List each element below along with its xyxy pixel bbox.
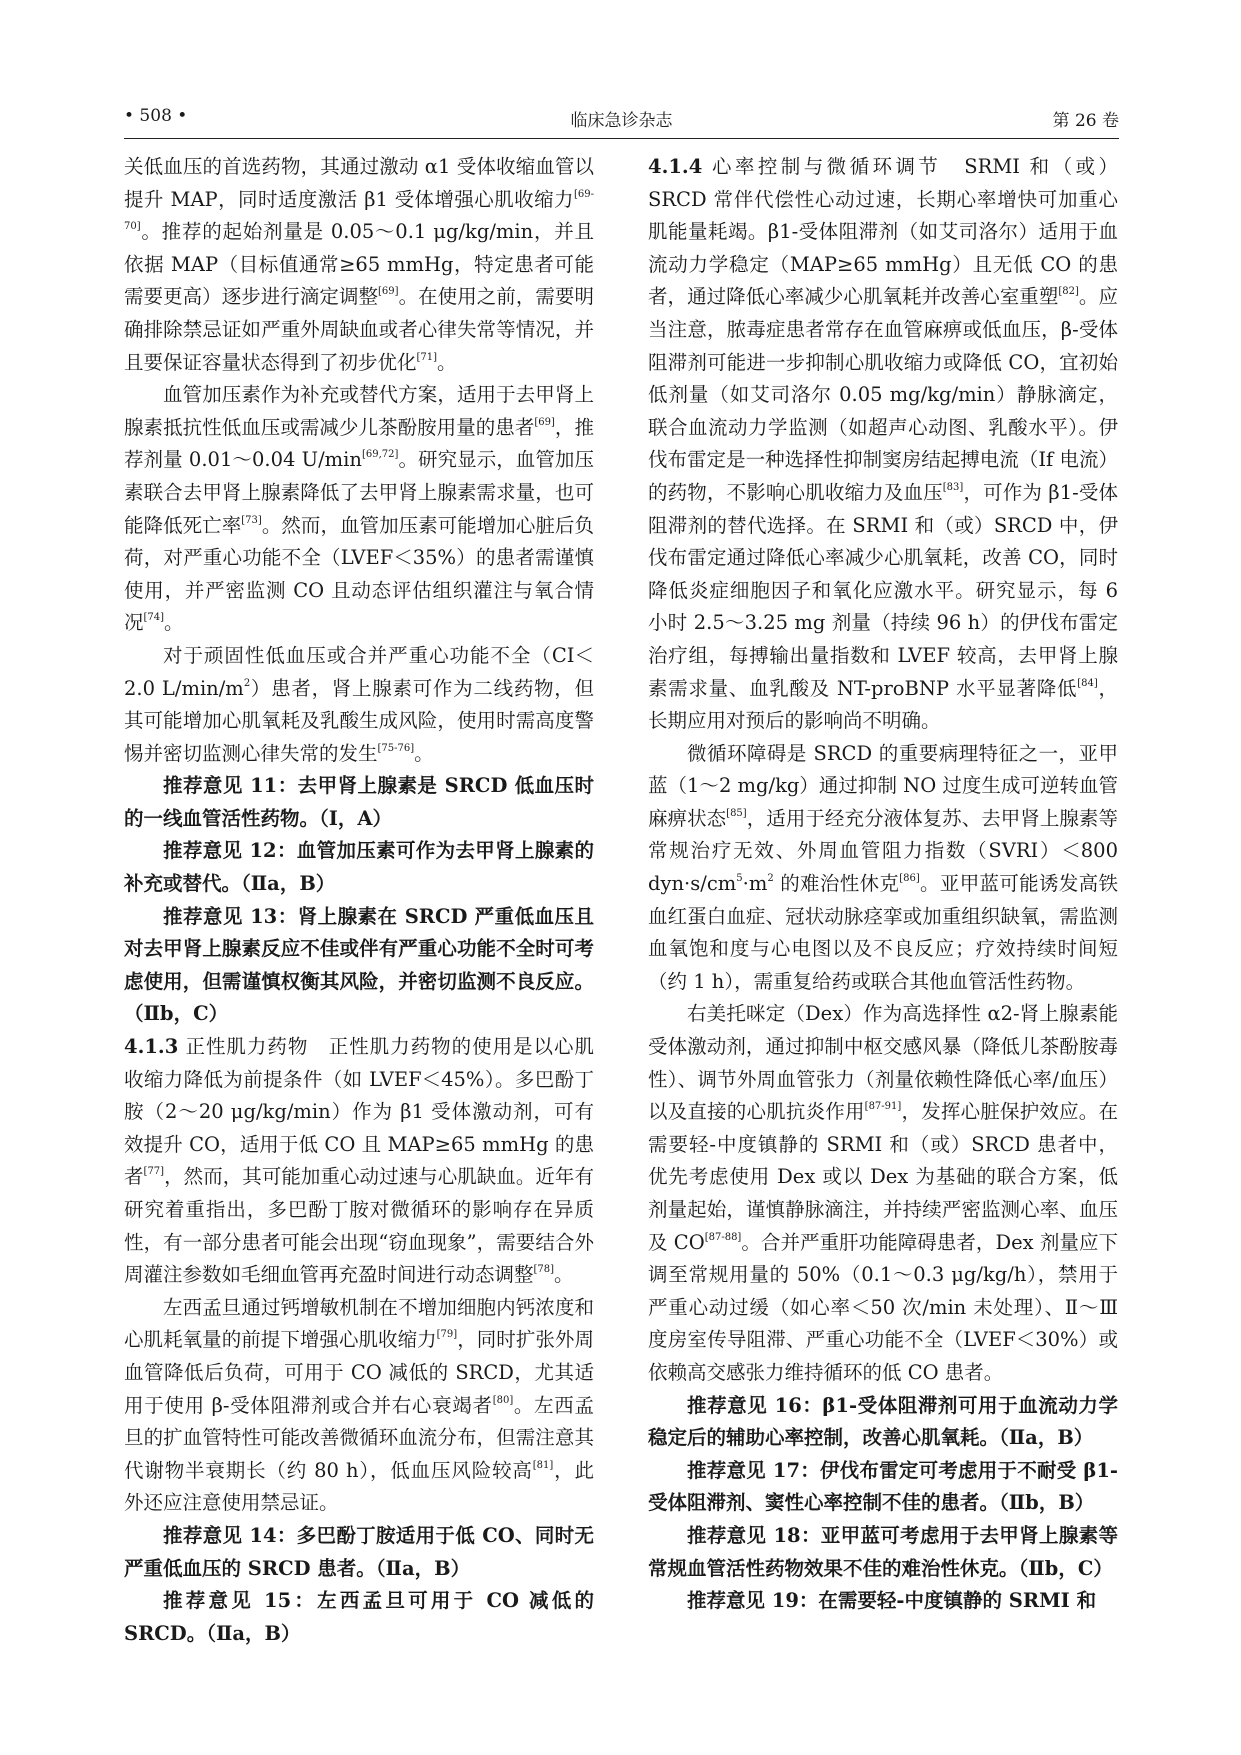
- page-header: [124, 96, 1119, 136]
- recommendation-14: 推荐意见 14：多巴酚丁胺适用于低 CO、同时无严重低血压的 SRCD 患者。（Ⅱa，B）: [124, 1523, 594, 1580]
- section-number-4-1-4: 4.1.4: [648, 155, 703, 178]
- paragraph-dexmedetomidine: 右美托咪定（Dex）作为高选择性 α2-肾上腺素能受体激动剂，通过抑制中枢交感风暴（降低儿茶酚胺毒性）、调节外周血管张力（剂量依赖性降低心率/血压）以及直接的心肌抗炎作用[87-91]，发挥心脏保护效应。在需要轻-中度镇静的 SRMI 和（或）SRCD 患者中，优先考虑使用 Dex 或以 Dex 为基础的联合方案，低剂量起始，谨慎静脉滴注，并持续严密监测心率、血压及 CO[87-88]。合并严重肝功能障碍患者，Dex 剂量应下调至常规用量的 50%（0.1～0.3 μg/kg/h），禁用于严重心动过缓（如心率＜50 次/min 未处理）、Ⅱ～Ⅲ度房室传导阻滞、严重心功能不全（LVEF＜30%）或依赖高交感张力维持循环的低 CO 患者。: [648, 1002, 1119, 1384]
- header-rule: [124, 138, 1119, 139]
- left-column: [124, 151, 594, 1650]
- section-number-4-1-3: 4.1.3: [124, 1035, 179, 1059]
- recommendation-19: 推荐意见 19：在需要轻-中度镇静的 SRMI 和: [687, 1589, 1097, 1613]
- paragraph-heart-rate: 4.1.4 心率控制与微循环调节 SRMI 和（或）SRCD 常伴代偿性心动过速，长期心率增快可加重心肌能量耗竭。β1-受体阻滞剂（如艾司洛尔）适用于血流动力学稳定（MAP≥65 mmHg）且无低 CO 的患者，通过降低心率减少心肌氧耗并改善心室重塑[82]。应当注意，脓毒症患者常存在血管麻痹或低血压，β-受体阻滞剂可能进一步抑制心肌收缩力或降低 CO，宜初始低剂量（如艾司洛尔 0.05 mg/kg/min）静脉滴定，联合血流动力学监测（如超声心动图、乳酸水平）。伊伐布雷定是一种选择性抑制窦房结起搏电流（If 电流）的药物，不影响心肌收缩力及血压[83]，可作为 β1-受体阻滞剂的替代选择。在 SRMI 和（或）SRCD 中，伊伐布雷定通过降低心率减少心肌氧耗，改善 CO，同时降低炎症细胞因子和氧化应激水平。研究显示，每 6 小时 2.5～3.25 mg 剂量（持续 96 h）的伊伐布雷定治疗组，每搏输出量指数和 LVEF 较高，去甲肾上腺素需求量、血乳酸及 NT-proBNP 水平显著降低[84]，长期应用对预后的影响尚不明确。: [648, 155, 1118, 733]
- volume-label: 第 26 卷: [1052, 111, 1119, 131]
- paragraph-methylene-blue: 微循环障碍是 SRCD 的重要病理特征之一，亚甲蓝（1～2 mg/kg）通过抑制 NO 过度生成可逆转血管麻痹状态[85]，适用于经充分液体复苏、去甲肾上腺素等常规治疗无效、外周血管阻力指数（SVRI）＜800 $dyn\cdot s/cm^5\cdot m^2$ 的难治性休克[86]。亚甲蓝可能诱发高铁血红蛋白血症、冠状动脉痉挛或加重组织缺氧，需监测血氧饱和度与心电图以及不良反应；疗效持续时间短（约 1 h），需重复给药或联合其他血管活性药物。: [648, 741, 1118, 993]
- journal-title: 临床急诊杂志: [570, 111, 673, 131]
- right-column: [648, 151, 1118, 1618]
- recommendation-15: 推荐意见 15：左西孟旦可用于 CO 减低的 SRCD。（Ⅱa，B）: [124, 1589, 594, 1645]
- section-title-4-1-4: 心率控制与微循环调节: [711, 155, 942, 178]
- paragraph-vasopressin: 血管加压素作为补充或替代方案，适用于去甲肾上腺素抵抗性低血压或需减少儿茶酚胺用量的患者[69]，推荐剂量 0.01～0.04 U/min[69,72]。研究显示，血管加压素联合去甲肾上腺素降低了去甲肾上腺素需求量，也可能降低死亡率[73]。然而，血管加压素可能增加心脏后负荷，对严重心功能不全（LVEF＜35%）的患者需谨慎使用，并严密监测 CO 且动态评估组织灌注与氧合情况[74]。: [124, 383, 594, 635]
- paragraph-norepinephrine: 关低血压的首选药物，其通过激动 α1 受体收缩血管以提升 MAP，同时适度激活 β1 受体增强心肌收缩力[69-70]。推荐的起始剂量是 0.05～0.1 μg/kg/min，并且依据 MAP（目标值通常≥65 mmHg，特定患者可能需要更高）逐步进行滴定调整[69]。在使用之前，需要明确排除禁忌证如严重外周缺血或者心律失常等情况，并且要保证容量状态得到了初步优化[71]。: [124, 155, 594, 374]
- recommendation-13: 推荐意见 13：肾上腺素在 SRCD 严重低血压且对去甲肾上腺素反应不佳或伴有严重心功能不全时可考虑使用，但需谨慎权衡其风险，并密切监测不良反应。（Ⅱb，C）: [124, 904, 594, 1026]
- recommendation-12: 推荐意见 12：血管加压素可作为去甲肾上腺素的补充或替代。（Ⅱa，B）: [124, 839, 594, 896]
- paragraph-inotropes: 4.1.3 正性肌力药物 正性肌力药物的使用是以心肌收缩力降低为前提条件（如 LVEF＜45%）。多巴酚丁胺（2～20 μg/kg/min）作为 β1 受体激动剂，可有效提升 CO，适用于低 CO 且 MAP≥65 mmHg 的患者[77]，然而，其可能加重心动过速与心肌缺血。近年有研究着重指出，多巴酚丁胺对微循环的影响存在异质性，有一部分患者可能会出现“窃血现象”，需要结合外周灌注参数如毛细血管再充盈时间进行动态调整[78]。: [124, 1035, 594, 1287]
- recommendation-11: 推荐意见 11：去甲肾上腺素是 SRCD 低血压时的一线血管活性药物。（Ⅰ，A）: [124, 774, 594, 830]
- recommendation-16: 推荐意见 16：β1-受体阻滞剂可用于血流动力学稳定后的辅助心率控制，改善心肌氧耗。（Ⅱa，B）: [648, 1393, 1118, 1450]
- recommendation-17: 推荐意见 17：伊伐布雷定可考虑用于不耐受 β1-受体阻滞剂、窦性心率控制不佳的患者。（Ⅱb，B）: [648, 1458, 1118, 1515]
- page-number: • 508 •: [124, 106, 188, 126]
- recommendation-18: 推荐意见 18：亚甲蓝可考虑用于去甲肾上腺素等常规血管活性药物效果不佳的难治性休克。（Ⅱb，C）: [648, 1523, 1118, 1580]
- section-title-4-1-3: 正性肌力药物: [185, 1035, 309, 1059]
- paragraph-epinephrine: 对于顽固性低血压或合并严重心功能不全（CI＜2.0 $L/\min/m^2$）患者，肾上腺素可作为二线药物，但其可能增加心肌氧耗及乳酸生成风险，使用时需高度警惕并密切监测心律失常的发生[75-76]。: [124, 643, 594, 765]
- paragraph-levosimendan: 左西孟旦通过钙增敏机制在不增加细胞内钙浓度和心肌耗氧量的前提下增强心肌收缩力[79]，同时扩张外周血管降低后负荷，可用于 CO 减低的 SRCD，尤其适用于使用 β-受体阻滞剂或合并右心衰竭者[80]。左西孟旦的扩血管特性可能改善微循环血流分布，但需注意其代谢物半衰期长（约 80 h），低血压风险较高[81]，此外还应注意使用禁忌证。: [124, 1295, 594, 1515]
